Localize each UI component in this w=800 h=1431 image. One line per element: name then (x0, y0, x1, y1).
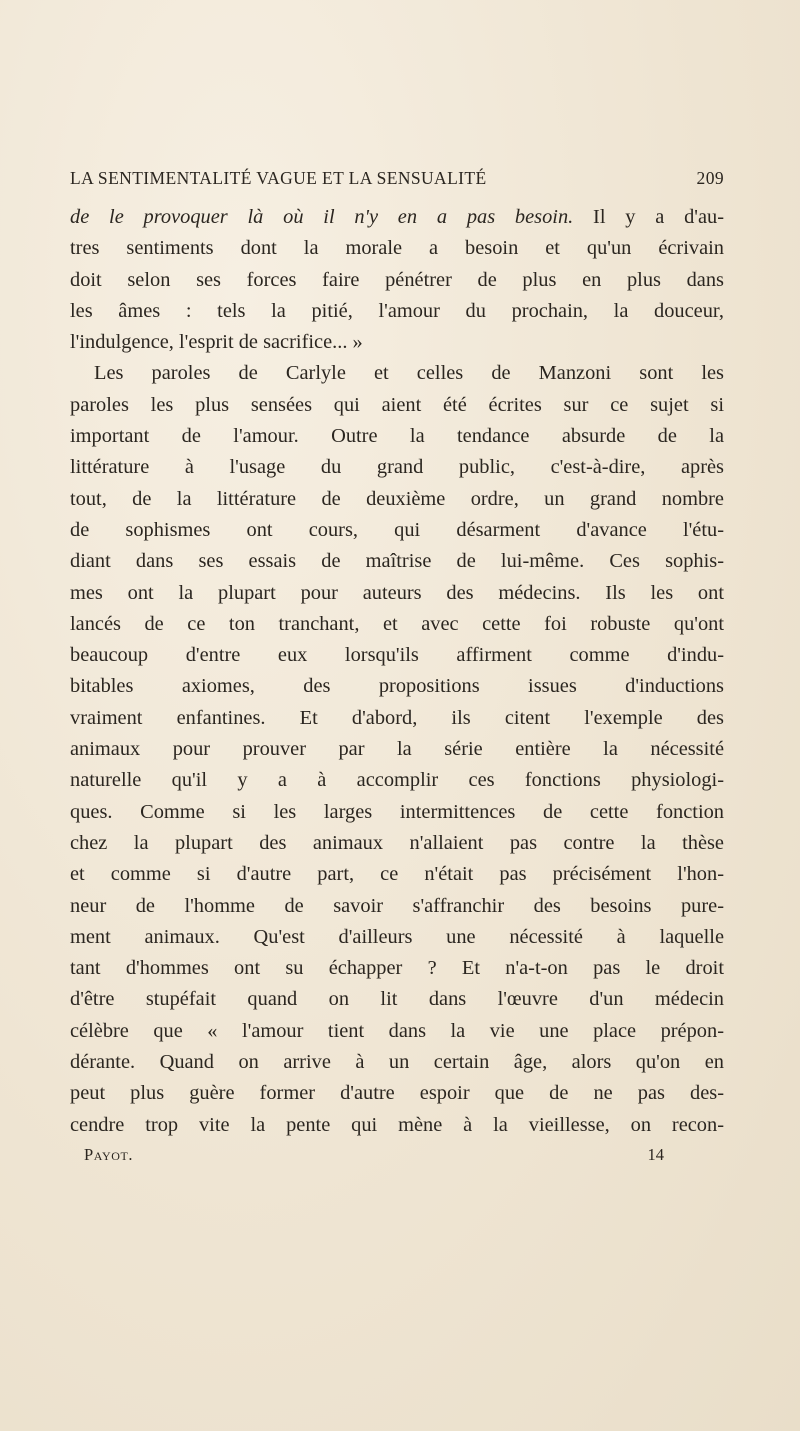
text-line: paroles les plus sensées qui aient été écrites sur ce sujet si (70, 393, 724, 416)
page-footer (70, 1145, 724, 1165)
text-line: et comme si d'autre part, ce n'était pas précisément l'hon- (70, 863, 724, 886)
text-fragment: Il y a d'au- (573, 206, 724, 228)
sheet-number: 14 (647, 1144, 664, 1164)
text-line: vraiment enfantines. Et d'abord, ils citent l'exemple des (70, 706, 724, 729)
book-page (70, 168, 724, 1165)
text-line (70, 202, 724, 233)
text-line: peut plus guère former d'autre espoir que de ne pas des- (70, 1082, 724, 1105)
text-line: célèbre que « l'amour tient dans la vie une place prépon- (70, 1019, 724, 1042)
text-line: doit selon ses forces faire pénétrer de plus en plus dans (70, 268, 724, 291)
text-line: beaucoup d'entre eux lorsqu'ils affirment comme d'indu- (70, 644, 724, 667)
text-line: littérature à l'usage du grand public, c'est-à-dire, après (70, 456, 724, 479)
running-header (70, 168, 724, 192)
text-line: ment animaux. Qu'est d'ailleurs une nécessité à laquelle (70, 925, 724, 948)
text-line: tres sentiments dont la morale a besoin et qu'un écrivain (70, 237, 724, 260)
text-line: bitables axiomes, des propositions issues d'inductions (70, 675, 724, 698)
text-line: animaux pour prouver par la série entière la nécessité (70, 738, 724, 761)
text-line: l'indulgence, l'esprit de sacrifice... » (70, 331, 363, 354)
body-text (70, 202, 724, 1141)
text-line: tout, de la littérature de deuxième ordre, un grand nombre (70, 487, 724, 510)
text-line: chez la plupart des animaux n'allaient pas contre la thèse (70, 831, 724, 854)
text-line: d'être stupéfait quand on lit dans l'œuvre d'un médecin (70, 988, 724, 1011)
text-line: de sophismes ont cours, qui désarment d'avance l'étu- (70, 518, 724, 541)
text-line: naturelle qu'il y a à accomplir ces fonctions physiologi- (70, 769, 724, 792)
text-line: cendre trop vite la pente qui mène à la vieillesse, on recon- (70, 1113, 724, 1136)
text-line: tant d'hommes ont su échapper ? Et n'a-t-on pas le droit (70, 957, 724, 980)
text-line: les âmes : tels la pitié, l'amour du prochain, la douceur, (70, 299, 724, 322)
text-line: ques. Comme si les larges intermittences de cette fonction (70, 800, 724, 823)
text-line: neur de l'homme de savoir s'affranchir des besoins pure- (70, 894, 724, 917)
text-line: diant dans ses essais de maîtrise de lui-même. Ces sophis- (70, 550, 724, 573)
text-line: dérante. Quand on arrive à un certain âge, alors qu'on en (70, 1051, 724, 1074)
text-line: mes ont la plupart pour auteurs des médecins. Ils les ont (70, 581, 724, 604)
paragraph-start-line: Les paroles de Carlyle et celles de Manzoni sont les (94, 362, 724, 385)
text-line: lancés de ce ton tranchant, et avec cette foi robuste qu'ont (70, 612, 724, 635)
printer-signature: Payot. (84, 1144, 134, 1164)
text-line: important de l'amour. Outre la tendance absurde de la (70, 425, 724, 448)
running-title: LA SENTIMENTALITÉ VAGUE ET LA SENSUALITÉ (70, 168, 487, 188)
italic-quote: de le provoquer là où il n'y en a pas besoin. (70, 206, 574, 228)
page-number: 209 (696, 168, 724, 188)
